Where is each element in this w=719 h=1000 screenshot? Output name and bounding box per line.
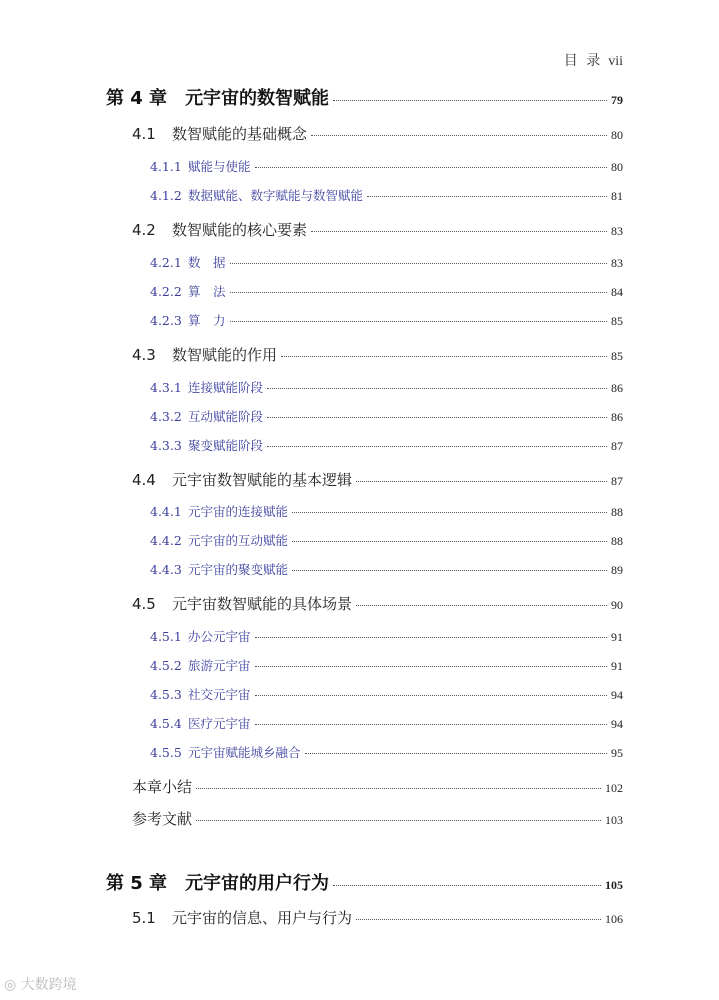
leader-dots xyxy=(292,511,607,513)
entry-title: 本章小结 xyxy=(132,778,193,796)
subsection-number: 4.1.2 xyxy=(150,188,182,203)
toc-subsection-4-1-1[interactable] xyxy=(150,157,623,175)
page-number: 94 xyxy=(611,688,623,702)
subsection-number: 4.5.5 xyxy=(150,745,182,760)
toc-section-4-3[interactable] xyxy=(132,344,623,365)
leader-dots xyxy=(305,752,607,754)
toc-section-4-2[interactable] xyxy=(132,219,623,240)
page-number: 102 xyxy=(605,781,623,795)
leader-dots xyxy=(292,540,607,542)
section-title: 数智赋能的基础概念 xyxy=(172,125,308,143)
toc-chapter-summary[interactable] xyxy=(132,776,623,797)
subsection-number: 4.2.2 xyxy=(150,284,182,299)
subsection-number: 4.3.2 xyxy=(150,409,182,424)
header-page-number: vii xyxy=(608,54,623,69)
chapter-title: 元宇宙的数智赋能 xyxy=(185,88,330,109)
leader-dots xyxy=(311,134,607,136)
page-number: 79 xyxy=(611,93,623,107)
subsection-title: 元宇宙的互动赋能 xyxy=(188,533,289,548)
subsection-title: 社交元宇宙 xyxy=(188,687,251,702)
toc-subsection-4-5-1[interactable] xyxy=(150,627,623,645)
toc-subsection-4-2-2[interactable] xyxy=(150,282,623,300)
chapter-title: 元宇宙的用户行为 xyxy=(185,873,330,894)
page-number: 83 xyxy=(611,256,623,270)
toc-subsection-4-4-2[interactable] xyxy=(150,531,623,549)
section-title: 元宇宙的信息、用户与行为 xyxy=(172,909,353,927)
toc-section-5-1[interactable] xyxy=(132,907,623,928)
toc-chapter-4[interactable] xyxy=(106,84,623,110)
subsection-number: 4.5.2 xyxy=(150,658,182,673)
section-title: 元宇宙数智赋能的基本逻辑 xyxy=(172,471,353,489)
leader-dots xyxy=(230,320,607,322)
page-number: 91 xyxy=(611,659,623,673)
leader-dots xyxy=(281,355,607,357)
toc-subsection-4-3-1[interactable] xyxy=(150,378,623,396)
toc-subsection-4-2-3[interactable] xyxy=(150,311,623,329)
toc-subsection-4-4-3[interactable] xyxy=(150,560,623,578)
subsection-title: 算 法 xyxy=(188,284,226,299)
section-title: 数智赋能的核心要素 xyxy=(172,221,308,239)
leader-dots xyxy=(255,665,607,667)
subsection-number: 4.5.1 xyxy=(150,629,182,644)
subsection-number: 4.5.3 xyxy=(150,687,182,702)
toc-references[interactable] xyxy=(132,808,623,829)
running-header xyxy=(564,50,623,70)
subsection-title: 医疗元宇宙 xyxy=(188,716,251,731)
leader-dots xyxy=(196,819,601,821)
leader-dots xyxy=(267,416,607,418)
subsection-title: 赋能与使能 xyxy=(188,159,251,174)
page-number: 87 xyxy=(611,474,623,488)
toc-chapter-5[interactable] xyxy=(106,869,623,895)
subsection-title: 数据赋能、数字赋能与数智赋能 xyxy=(188,188,364,203)
leader-dots xyxy=(196,787,601,789)
toc-subsection-4-3-3[interactable] xyxy=(150,436,623,454)
section-number: 5.1 xyxy=(132,909,156,927)
leader-dots xyxy=(230,262,607,264)
toc-subsection-4-3-2[interactable] xyxy=(150,407,623,425)
leader-dots xyxy=(333,99,607,101)
toc-subsection-4-1-2[interactable] xyxy=(150,186,623,204)
page-number: 106 xyxy=(605,912,623,926)
subsection-number: 4.4.1 xyxy=(150,504,182,519)
section-number: 4.2 xyxy=(132,221,156,239)
watermark xyxy=(4,974,77,994)
leader-dots xyxy=(311,230,607,232)
toc-section-4-4[interactable] xyxy=(132,469,623,490)
leader-dots xyxy=(255,694,607,696)
watermark-icon: ◎ xyxy=(4,977,21,993)
toc-subsection-4-5-2[interactable] xyxy=(150,656,623,674)
page-number: 88 xyxy=(611,505,623,519)
section-title: 数智赋能的作用 xyxy=(172,346,278,364)
leader-dots xyxy=(255,723,607,725)
toc-subsection-4-4-1[interactable] xyxy=(150,502,623,520)
subsection-number: 4.2.1 xyxy=(150,255,182,270)
page-number: 91 xyxy=(611,630,623,644)
leader-dots xyxy=(267,387,607,389)
subsection-title: 连接赋能阶段 xyxy=(188,380,264,395)
subsection-number: 4.4.3 xyxy=(150,562,182,577)
section-title: 元宇宙数智赋能的具体场景 xyxy=(172,595,353,613)
section-number: 4.1 xyxy=(132,125,156,143)
subsection-number: 4.3.3 xyxy=(150,438,182,453)
leader-dots xyxy=(356,918,601,920)
header-label: 目 录 xyxy=(563,53,603,69)
section-number: 4.4 xyxy=(132,471,156,489)
leader-dots xyxy=(367,195,607,197)
leader-dots xyxy=(356,604,607,606)
subsection-title: 元宇宙的连接赋能 xyxy=(188,504,289,519)
subsection-title: 数 据 xyxy=(188,255,226,270)
leader-dots xyxy=(255,166,607,168)
subsection-number: 4.1.1 xyxy=(150,159,182,174)
subsection-number: 4.5.4 xyxy=(150,716,182,731)
page-number: 95 xyxy=(611,746,623,760)
leader-dots xyxy=(267,445,607,447)
page-number: 83 xyxy=(611,224,623,238)
page-number: 90 xyxy=(611,598,623,612)
watermark-text: 大数跨境 xyxy=(20,977,77,993)
page-number: 85 xyxy=(611,349,623,363)
subsection-number: 4.3.1 xyxy=(150,380,182,395)
toc-subsection-4-5-5[interactable] xyxy=(150,743,623,761)
subsection-title: 聚变赋能阶段 xyxy=(188,438,264,453)
toc-subsection-4-5-3[interactable] xyxy=(150,685,623,703)
subsection-title: 互动赋能阶段 xyxy=(188,409,264,424)
subsection-number: 4.4.2 xyxy=(150,533,182,548)
page-number: 86 xyxy=(611,381,623,395)
page-number: 105 xyxy=(605,878,623,892)
subsection-title: 算 力 xyxy=(188,313,226,328)
leader-dots xyxy=(333,884,601,886)
page-number: 85 xyxy=(611,314,623,328)
toc-subsection-4-5-4[interactable] xyxy=(150,714,623,732)
section-number: 4.3 xyxy=(132,346,156,364)
page-number: 89 xyxy=(611,563,623,577)
leader-dots xyxy=(356,480,607,482)
page-number: 87 xyxy=(611,439,623,453)
page-number: 94 xyxy=(611,717,623,731)
page-number: 88 xyxy=(611,534,623,548)
page-number: 80 xyxy=(611,128,623,142)
page-number: 84 xyxy=(611,285,623,299)
toc-section-4-1[interactable] xyxy=(132,123,623,144)
subsection-number: 4.2.3 xyxy=(150,313,182,328)
subsection-title: 元宇宙的聚变赋能 xyxy=(188,562,289,577)
leader-dots xyxy=(255,636,607,638)
section-number: 4.5 xyxy=(132,595,156,613)
page-number: 103 xyxy=(605,813,623,827)
chapter-number: 第 5 章 xyxy=(106,873,168,894)
chapter-number: 第 4 章 xyxy=(106,88,168,109)
page-number: 86 xyxy=(611,410,623,424)
leader-dots xyxy=(230,291,607,293)
toc-section-4-5[interactable] xyxy=(132,593,623,614)
page-number: 81 xyxy=(611,189,623,203)
subsection-title: 旅游元宇宙 xyxy=(188,658,251,673)
subsection-title: 元宇宙赋能城乡融合 xyxy=(188,745,301,760)
page-number: 80 xyxy=(611,160,623,174)
toc-subsection-4-2-1[interactable] xyxy=(150,253,623,271)
subsection-title: 办公元宇宙 xyxy=(188,629,251,644)
entry-title: 参考文献 xyxy=(132,810,193,828)
leader-dots xyxy=(292,569,607,571)
